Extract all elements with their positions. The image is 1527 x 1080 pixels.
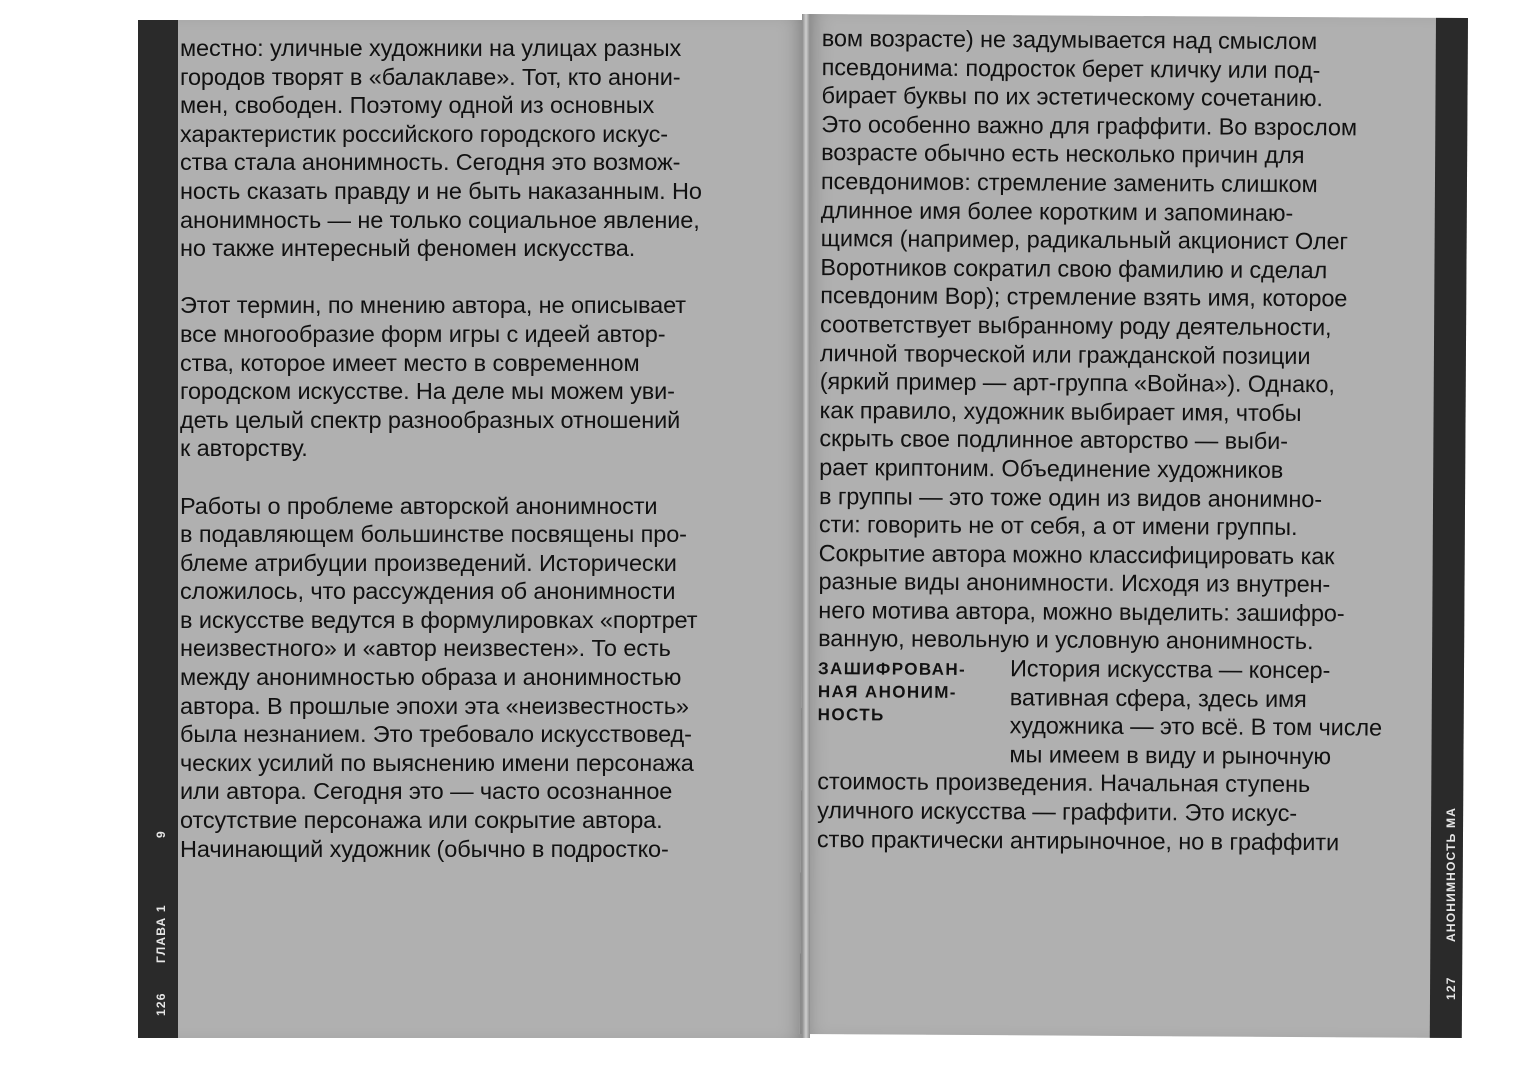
open-book bbox=[138, 8, 1468, 1042]
text-line: в подавляющем большинстве посвящены про- bbox=[180, 521, 687, 548]
text-line: или автора. Сегодня это — часто осознанное bbox=[180, 778, 673, 805]
subhead-section bbox=[817, 653, 1418, 771]
subhead-line: ЗАШИФРОВАН- bbox=[817, 659, 967, 680]
text-line: городов творят в «балаклаве». Тот, кто анони- bbox=[180, 63, 681, 90]
paragraph bbox=[180, 492, 760, 864]
text-line: анонимность — не только социальное явление, bbox=[180, 206, 700, 233]
text-line: Этот термин, по мнению автора, не описывает bbox=[180, 292, 686, 319]
text-line: стоимость произведения. Начальная ступень bbox=[817, 768, 1311, 798]
text-line: ства, которое имеет место в современном bbox=[180, 349, 640, 376]
left-running-head: ГЛАВА 1 bbox=[154, 904, 168, 963]
left-page-number: 126 bbox=[154, 992, 168, 1016]
text-line: была незнанием. Это требовало искусствовед- bbox=[180, 721, 692, 748]
text-line: вативная сфера, здесь имя bbox=[1009, 683, 1307, 712]
right-page bbox=[800, 14, 1468, 1038]
subhead-line: НОСТЬ bbox=[817, 705, 885, 725]
text-line: ство практически антирыночное, но в граффити bbox=[816, 825, 1340, 855]
section-subhead bbox=[818, 657, 998, 727]
text-line: псевдоним Вор); стремление взять имя, которое bbox=[820, 282, 1348, 312]
right-page-text bbox=[817, 24, 1422, 857]
text-line: возрасте обычно есть несколько причин для bbox=[821, 139, 1305, 169]
text-line: ность сказать правду и не быть наказанным. Но bbox=[180, 177, 702, 204]
text-line: ства стала анонимность. Сегодня это возмож- bbox=[180, 149, 681, 176]
subhead-line: НАЯ АНОНИМ- bbox=[817, 682, 957, 702]
text-line: скрыть свое подлинное авторство — выби- bbox=[819, 425, 1289, 455]
text-line: разные виды анонимности. Исходя из внутрен- bbox=[818, 568, 1331, 598]
text-line: Это особенно важно для граффити. Во взрослом bbox=[821, 110, 1358, 141]
left-page-text bbox=[180, 34, 760, 863]
text-line: между анонимностью образа и анонимностью bbox=[180, 664, 682, 691]
text-line: Начинающий художник (обычно в подростко- bbox=[180, 835, 669, 862]
text-line: псевдонимов: стремление заменить слишком bbox=[820, 168, 1318, 198]
text-line: городском искусстве. На деле мы можем уви- bbox=[180, 378, 675, 405]
text-line: местно: уличные художники на улицах разных bbox=[180, 35, 682, 61]
left-page bbox=[138, 20, 806, 1038]
text-line: деть целый спектр разнообразных отношений bbox=[180, 406, 681, 433]
text-line: как правило, художник выбирает имя, чтобы bbox=[819, 396, 1302, 426]
book-gutter bbox=[802, 14, 810, 1038]
text-line: Сокрытие автора можно классифицировать как bbox=[818, 539, 1335, 569]
text-line: мы имеем в виду и рыночную bbox=[1009, 741, 1332, 770]
text-line: уличного искусства — граффити. Это искус- bbox=[817, 797, 1298, 827]
text-line: него мотива автора, можно выделить: зашифро- bbox=[818, 596, 1345, 627]
right-page-number: 127 bbox=[1444, 976, 1458, 1000]
text-line: художника — это всё. В том числе bbox=[1009, 712, 1383, 741]
text-line: мен, свободен. Поэтому одной из основных bbox=[180, 92, 655, 119]
left-side-number: 9 bbox=[154, 830, 168, 838]
text-line: ческих усилий по выяснению имени персонажа bbox=[180, 749, 694, 776]
text-line: в группы — это тоже один из видов анонимно- bbox=[818, 482, 1323, 512]
text-line: длинное имя более коротким и запоминаю- bbox=[820, 196, 1294, 226]
paragraph bbox=[180, 291, 760, 463]
text-line: ванную, невольную и условную анонимность. bbox=[818, 625, 1314, 655]
text-line: рает криптоним. Объединение художников bbox=[819, 453, 1284, 483]
text-line: бирает буквы по их эстетическому сочетанию. bbox=[821, 82, 1323, 112]
text-line: щимся (например, радикальный акционист Олег bbox=[820, 225, 1349, 255]
text-line: История искусства — консер- bbox=[1009, 655, 1331, 684]
text-line: к авторству. bbox=[180, 435, 308, 462]
text-line: в искусстве ведутся в формулировках «портрет bbox=[180, 606, 698, 633]
text-line: отсутствие персонажа или сокрытие автора. bbox=[180, 807, 663, 834]
text-line: псевдонима: подросток берет кличку или под- bbox=[821, 53, 1321, 83]
text-line: (яркий пример — арт-группа «Война»). Однако, bbox=[819, 368, 1335, 398]
paragraph bbox=[180, 34, 760, 263]
text-line: соответствует выбранному роду деятельности, bbox=[820, 311, 1332, 341]
text-line: Воротников сократил свою фамилию и сделал bbox=[820, 253, 1328, 283]
text-line: личной творческой или гражданской позиции bbox=[819, 339, 1311, 369]
right-running-head: АНОНИМНОСТЬ МА bbox=[1444, 806, 1458, 942]
text-line: характеристик российского городского искус- bbox=[180, 120, 669, 147]
text-line: сложилось, что рассуждения об анонимности bbox=[180, 578, 676, 605]
text-line: автора. В прошлые эпохи эта «неизвестность» bbox=[180, 692, 689, 719]
text-line: но также интересный феномен искусства. bbox=[180, 235, 636, 262]
text-line: вом возрасте) не задумывается над смыслом bbox=[821, 25, 1318, 55]
text-line: Работы о проблеме авторской анонимности bbox=[180, 492, 658, 519]
text-line: сти: говорить не от себя, а от имени группы. bbox=[818, 511, 1298, 541]
text-line: блеме атрибуции произведений. Исторически bbox=[180, 549, 677, 576]
text-line: неизвестного» и «автор неизвестен». То есть bbox=[180, 635, 671, 662]
text-line: все многообразие форм игры с идеей автор- bbox=[180, 320, 666, 347]
